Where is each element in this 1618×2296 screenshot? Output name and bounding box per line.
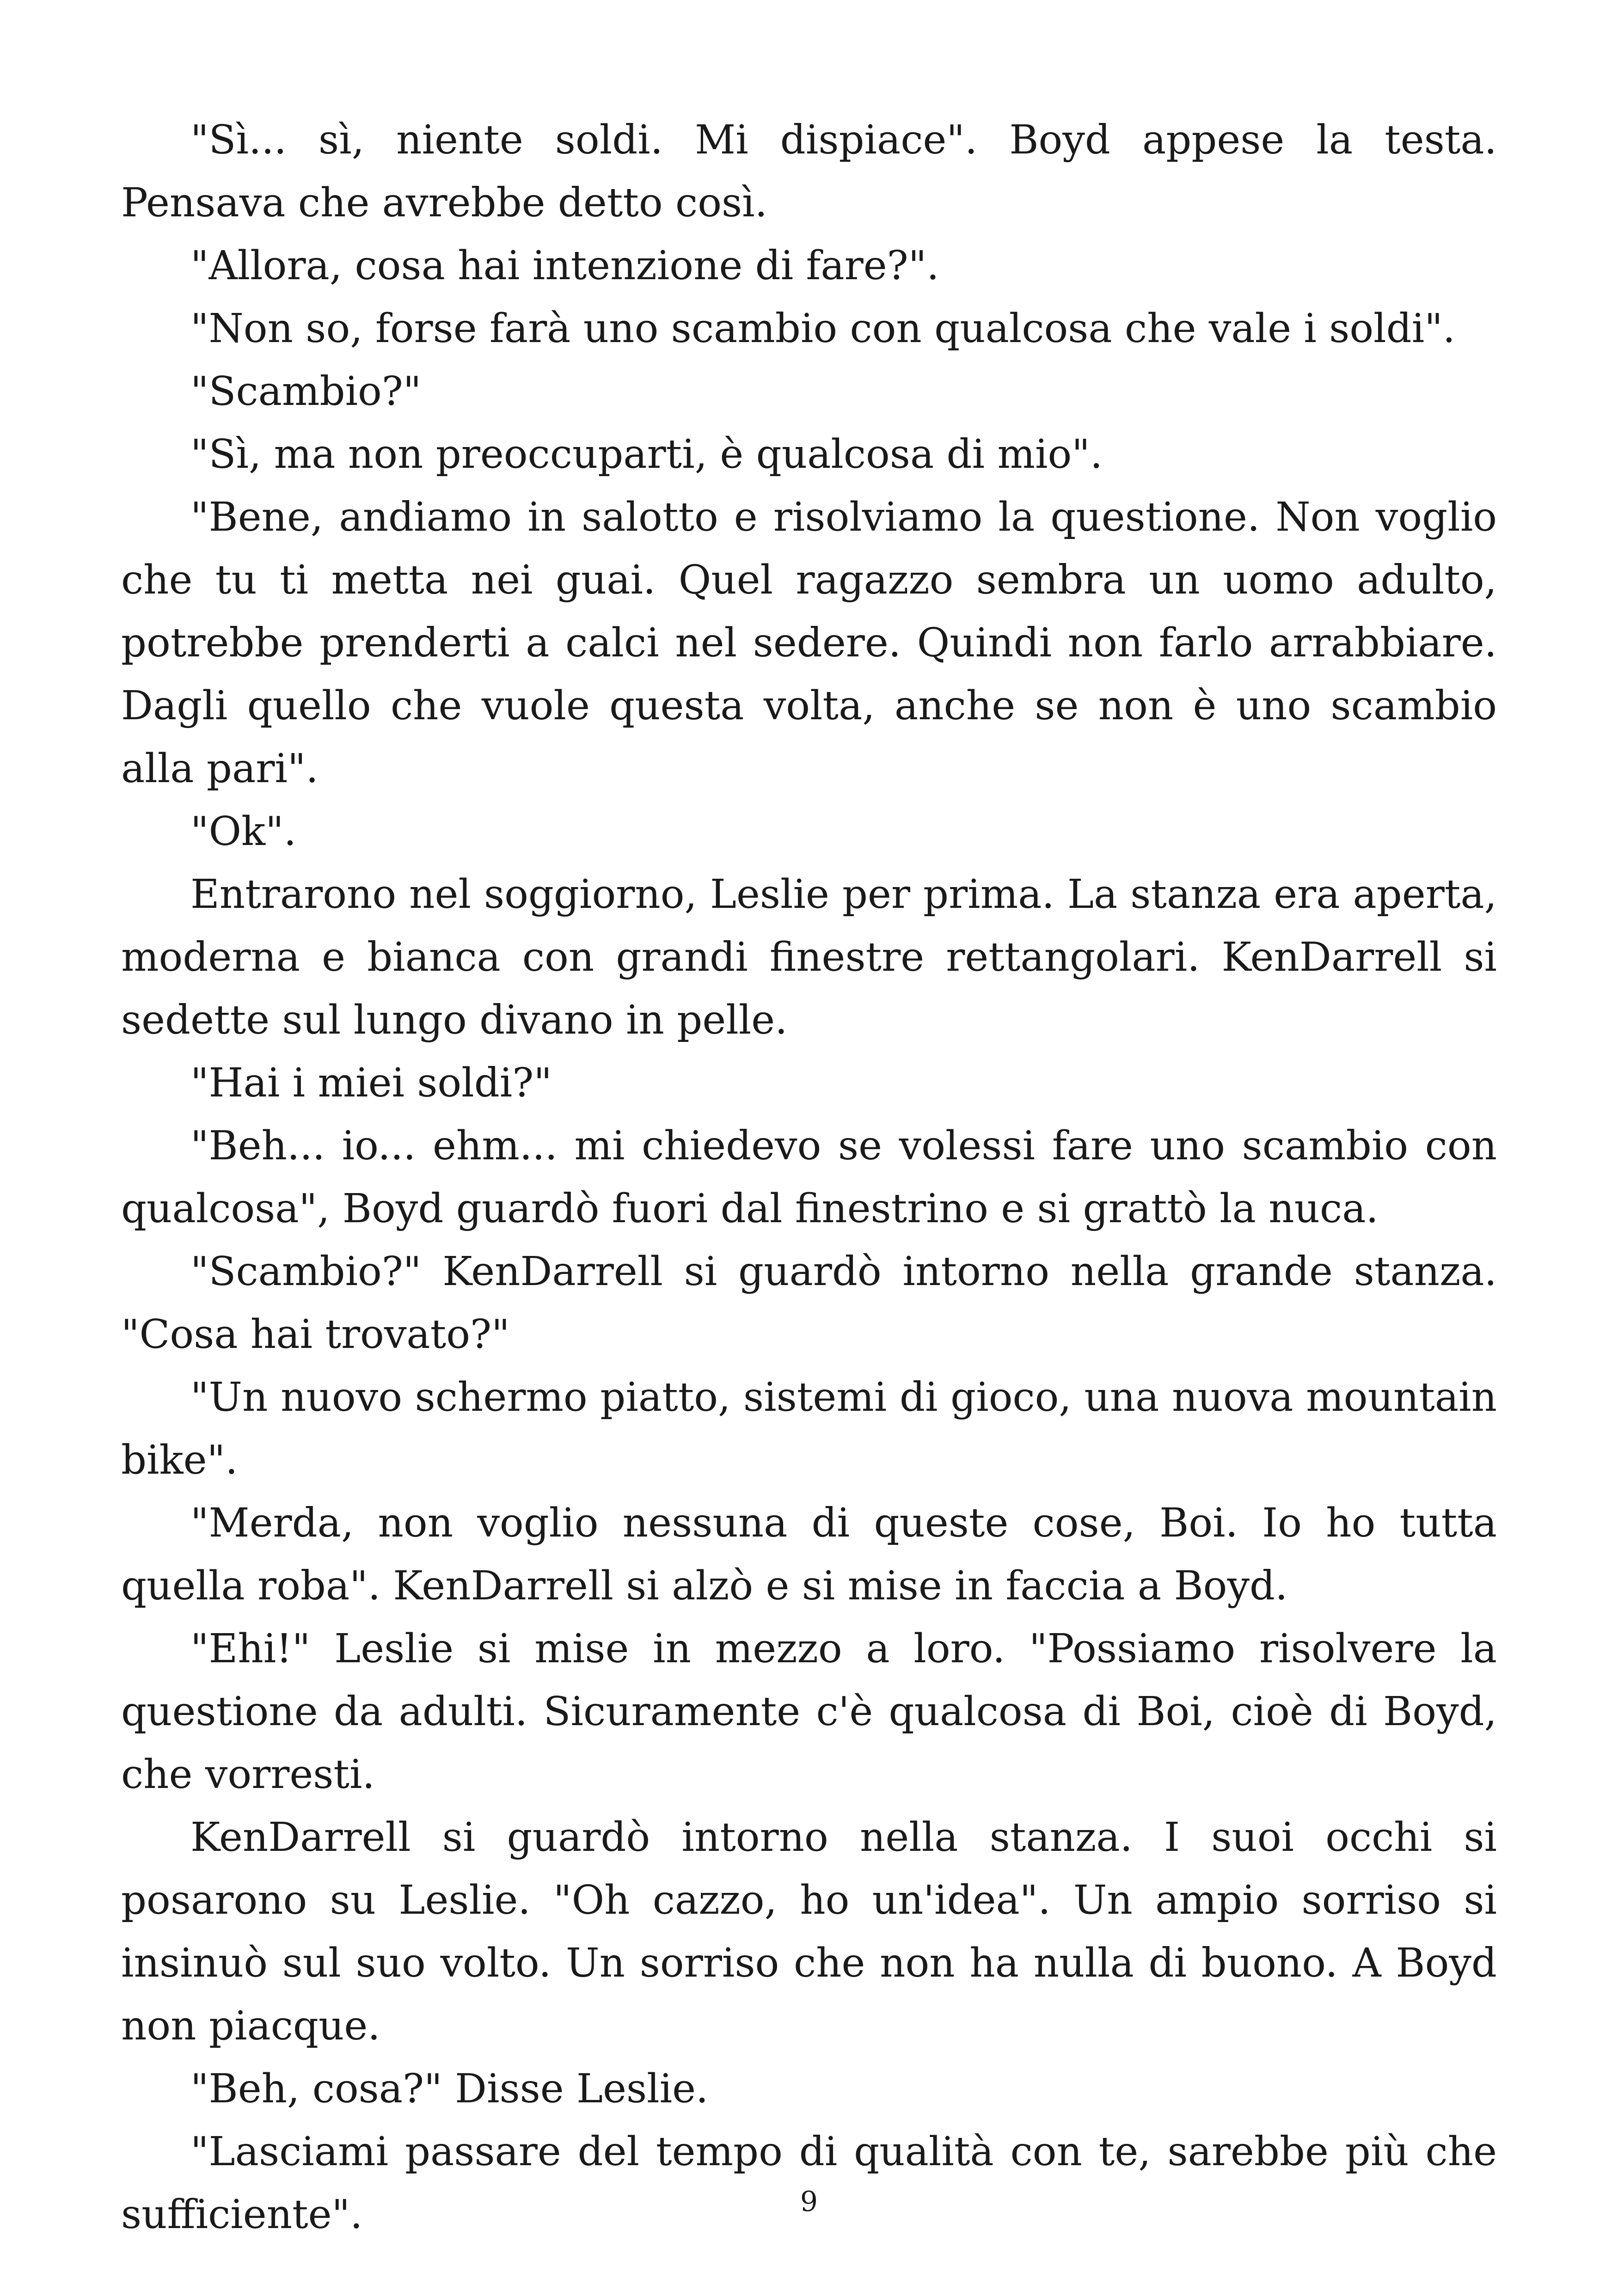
- paragraph-6: "Bene, andiamo in salotto e risolviamo la questione. Non voglio che tu ti metta nei guai. Quel ragazzo sembra un uomo adulto, potrebbe prenderti a calci nel sedere. Quindi non farlo arrabbiare. Dagli quello che vuole questa volta, anche se non è uno scambio alla pari".: [121, 494, 1497, 792]
- paragraph-4: "Scambio?": [190, 368, 422, 415]
- page-body: [121, 109, 1497, 2246]
- paragraph-7: "Ok".: [190, 808, 297, 855]
- paragraph-11: "Scambio?" KenDarrell si guardò intorno nella grande stanza. "Cosa hai trovato?": [121, 1249, 1497, 1358]
- paragraph-8: Entrarono nel soggiorno, Leslie per prima. La stanza era aperta, moderna e bianca con grandi finestre rettangolari. KenDarrell si sedette sul lungo divano in pelle.: [121, 871, 1497, 1043]
- paragraph-1: "Sì... sì, niente soldi. Mi dispiace". Boyd appese la testa. Pensava che avrebbe detto così.: [121, 117, 1497, 226]
- page-number: 9: [800, 2186, 818, 2218]
- paragraph-5: "Sì, ma non preoccuparti, è qualcosa di mio".: [190, 431, 1103, 478]
- paragraph-2: "Allora, cosa hai intenzione di fare?".: [190, 243, 939, 289]
- paragraph-9: "Hai i miei soldi?": [190, 1060, 552, 1106]
- paragraph-3: "Non so, forse farà uno scambio con qualcosa che vale i soldi".: [190, 306, 1456, 352]
- paragraph-13: "Merda, non voglio nessuna di queste cose, Boi. Io ho tutta quella roba". KenDarrell si alzò e si mise in faccia a Boyd.: [121, 1500, 1497, 1609]
- paragraph-14: "Ehi!" Leslie si mise in mezzo a loro. "Possiamo risolvere la questione da adulti. Sicuramente c'è qualcosa di Boi, cioè di Boyd, che vorresti.: [121, 1626, 1497, 1798]
- paragraph-15: KenDarrell si guardò intorno nella stanza. I suoi occhi si posarono su Leslie. "Oh cazzo, ho un'idea". Un ampio sorriso si insinuò sul suo volto. Un sorriso che non ha nulla di buono. A Boyd non piacque.: [121, 1814, 1497, 2049]
- paragraph-10: "Beh... io... ehm... mi chiedevo se volessi fare uno scambio con qualcosa", Boyd guardò fuori dal finestrino e si grattò la nuca.: [121, 1123, 1497, 1232]
- paragraph-17: "Lasciami passare del tempo di qualità con te, sarebbe più che sufficiente".: [121, 2129, 1497, 2238]
- paragraph-12: "Un nuovo schermo piatto, sistemi di gioco, una nuova mountain bike".: [121, 1374, 1497, 1483]
- paragraph-16: "Beh, cosa?" Disse Leslie.: [190, 2066, 709, 2112]
